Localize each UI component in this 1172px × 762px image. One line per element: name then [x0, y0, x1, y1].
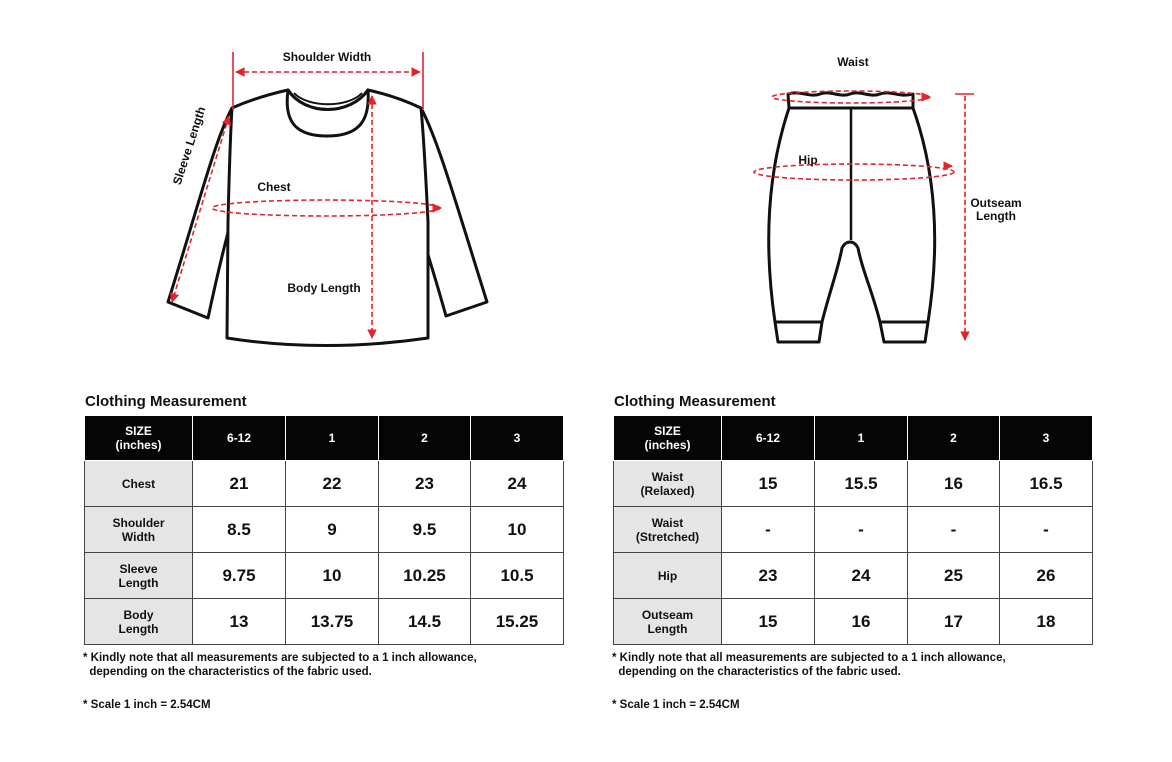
table-row — [85, 507, 564, 553]
garment-diagrams — [0, 0, 1172, 380]
pants-allowance-note: * Kindly note that all measurements are subjected to a 1 inch allowance, depending on the characteristics of the fabric used. — [612, 652, 1006, 678]
table-cell: 15.5 — [815, 461, 908, 507]
table-cell: 22 — [286, 461, 379, 507]
table-row — [85, 599, 564, 645]
table-cell: 10.5 — [471, 553, 564, 599]
table-cell: 14.5 — [379, 599, 471, 645]
table-row — [85, 461, 564, 507]
table-header-row — [614, 416, 1093, 461]
table-cell: 23 — [379, 461, 471, 507]
table-cell: 10.25 — [379, 553, 471, 599]
table-cell: 13.75 — [286, 599, 379, 645]
table-cell: 10 — [471, 507, 564, 553]
table-cell: 17 — [908, 599, 1000, 645]
pants-measurement-table — [613, 415, 1093, 645]
pants-table-title: Clothing Measurement — [614, 393, 776, 410]
row-label-waist-relaxed: Waist (Relaxed) — [614, 461, 722, 507]
table-cell: 15 — [722, 461, 815, 507]
hip-label: Hip — [798, 153, 818, 167]
body-length-label: Body Length — [287, 281, 361, 295]
size-col-header: 6-12 — [722, 416, 815, 461]
row-label-chest: Chest — [85, 461, 193, 507]
table-cell: 16 — [815, 599, 908, 645]
size-col-header: 1 — [286, 416, 379, 461]
table-cell: 10 — [286, 553, 379, 599]
table-cell: 21 — [193, 461, 286, 507]
table-row — [614, 507, 1093, 553]
table-cell: - — [815, 507, 908, 553]
size-col-header: 2 — [908, 416, 1000, 461]
table-cell: 23 — [722, 553, 815, 599]
table-cell: 18 — [1000, 599, 1093, 645]
row-label-shoulder-width: Shoulder Width — [85, 507, 193, 553]
table-cell: - — [1000, 507, 1093, 553]
chest-label: Chest — [257, 180, 291, 194]
top-table-title: Clothing Measurement — [85, 393, 247, 410]
size-col-header: 3 — [1000, 416, 1093, 461]
table-row — [614, 599, 1093, 645]
size-col-header: 6-12 — [193, 416, 286, 461]
table-cell: 8.5 — [193, 507, 286, 553]
shoulder-width-label: Shoulder Width — [282, 50, 372, 64]
row-label-waist-stretched: Waist (Stretched) — [614, 507, 722, 553]
table-cell: - — [908, 507, 1000, 553]
table-cell: 15.25 — [471, 599, 564, 645]
top-measurement-table — [84, 415, 564, 645]
top-allowance-note: * Kindly note that all measurements are subjected to a 1 inch allowance, depending on the characteristics of the fabric used. — [83, 652, 477, 678]
row-label-outseam-length: Outseam Length — [614, 599, 722, 645]
table-header-row — [85, 416, 564, 461]
waist-label: Waist — [837, 55, 869, 69]
row-label-body-length: Body Length — [85, 599, 193, 645]
row-label-sleeve-length: Sleeve Length — [85, 553, 193, 599]
outseam-label-line2: Length — [976, 209, 1016, 223]
top-outline — [168, 90, 487, 346]
table-cell: 9 — [286, 507, 379, 553]
size-header: SIZE (inches) — [614, 416, 722, 461]
table-cell: 24 — [815, 553, 908, 599]
table-cell: 24 — [471, 461, 564, 507]
table-cell: 9.5 — [379, 507, 471, 553]
table-cell: 26 — [1000, 553, 1093, 599]
size-col-header: 3 — [471, 416, 564, 461]
outseam-label-line1: Outseam — [970, 196, 1022, 210]
top-scale-note: * Scale 1 inch = 2.54CM — [83, 699, 211, 711]
table-cell: - — [722, 507, 815, 553]
sleeve-length-label: Sleeve Length — [169, 104, 209, 187]
table-cell: 9.75 — [193, 553, 286, 599]
table-cell: 25 — [908, 553, 1000, 599]
row-label-hip: Hip — [614, 553, 722, 599]
table-row — [85, 553, 564, 599]
pants-scale-note: * Scale 1 inch = 2.54CM — [612, 699, 740, 711]
table-cell: 15 — [722, 599, 815, 645]
table-row — [614, 553, 1093, 599]
table-cell: 16 — [908, 461, 1000, 507]
table-cell: 16.5 — [1000, 461, 1093, 507]
table-row — [614, 461, 1093, 507]
size-col-header: 1 — [815, 416, 908, 461]
pants-outline — [769, 93, 935, 342]
size-header: SIZE (inches) — [85, 416, 193, 461]
size-col-header: 2 — [379, 416, 471, 461]
table-cell: 13 — [193, 599, 286, 645]
